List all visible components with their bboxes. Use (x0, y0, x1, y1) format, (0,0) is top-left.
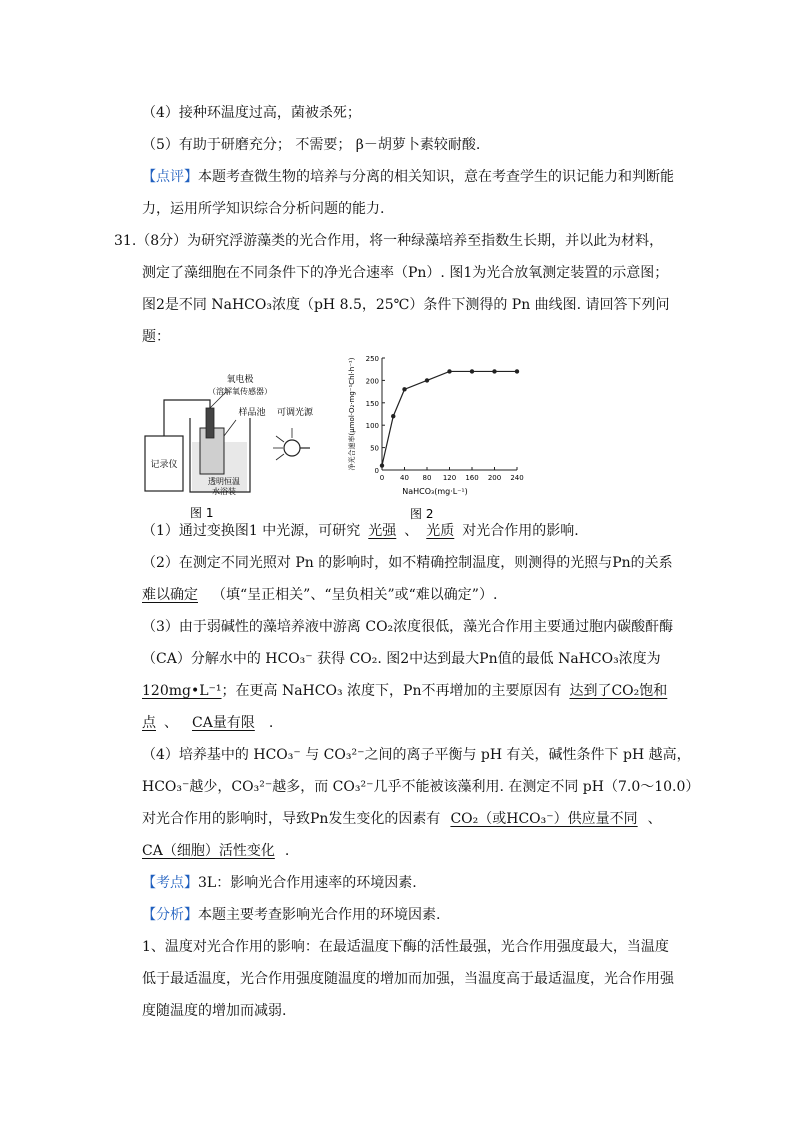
answer-5: （5）有助于研磨充分； 不需要； β－胡萝卜素较耐酸. (142, 137, 481, 153)
y-tick-label: 100 (365, 422, 379, 431)
data-point (425, 378, 429, 382)
answer-4: （4）接种环温度过高，菌被杀死； (142, 105, 361, 121)
bath-label-2: 水浴装 (212, 487, 236, 496)
q3-line-3: 120mg•L⁻¹；在更高 NaHCO₃ 浓度下，Pn不再增加的主要原因有 达到了CO₂饱和 (142, 683, 668, 699)
data-point (470, 369, 474, 373)
q1-answer-1: 光强 (368, 523, 397, 539)
x-tick-label: 80 (422, 474, 432, 482)
recorder-label: 记录仪 (150, 460, 178, 470)
q3-answer-2-cont: 点 (142, 715, 156, 731)
figure-1-caption: 图 1 (190, 506, 214, 520)
data-point (402, 387, 406, 391)
y-axis-label: 净光合速率(μmol·O₂·mg⁻¹Chl·h⁻¹) (348, 357, 356, 471)
q3-answer-3: CA量有限 (192, 715, 255, 731)
knowledge-point: 【考点】3L：影响光合作用速率的环境因素. (142, 875, 417, 891)
y-tick-label: 0 (374, 467, 379, 475)
question-31-line-3: 图2是不同 NaHCO₃浓度（pH 8.5，25℃）条件下测得的 Pn 曲线图. 请回答下列问 (142, 297, 670, 313)
review-text: 本题考查微生物的培养与分离的相关知识，意在考查学生的识记能力和判断能 (198, 169, 674, 185)
bath-label-1: 透明恒温 (208, 477, 240, 486)
sample-pool-label: 样品池 (238, 408, 266, 418)
pool-pointer (224, 420, 236, 436)
figure-2-chart (340, 348, 530, 528)
figure-2-caption: 图 2 (410, 507, 434, 521)
q4-line-3: 对光合作用的影响时，导致Pn发生变化的因素有 CO₂（或HCO₃⁻）供应量不同 、 (142, 811, 662, 827)
data-point (515, 369, 519, 373)
q4-line-4: CA（细胞）活性变化 . (142, 843, 290, 859)
x-tick-label: 0 (379, 474, 385, 482)
analysis-tag: 【分析】 (142, 907, 198, 923)
light-label: 可调光源 (276, 408, 314, 418)
y-tick-label: 50 (370, 444, 379, 453)
x-axis-label: NaHCO₃(mg·L⁻¹) (402, 487, 468, 496)
data-point (492, 369, 496, 373)
analysis-para-1: 1、温度对光合作用的影响：在最适温度下酶的活性最强，光合作用强度最大，当温度 (142, 939, 669, 955)
q3-line-1: （3）由于弱碱性的藻培养液中游离 CO₂浓度很低，藻光合作用主要通过胞内碳酸酐酶 (142, 619, 674, 635)
pn-series-line (382, 371, 517, 465)
x-tick-label: 240 (510, 474, 524, 482)
q2-line-2: 难以确定 （填“呈正相关”、“呈负相关”或“难以确定”）. (142, 587, 498, 603)
question-31-line-4: 题： (142, 329, 170, 345)
review-line-1 (142, 167, 674, 187)
oxygen-electrode (206, 408, 214, 438)
question-31-line-1: 31.（8分）为研究浮游藻类的光合作用，将一种绿藻培养至指数生长期，并以此为材料， (114, 233, 664, 249)
y-tick-label: 200 (365, 377, 379, 386)
q3-line-4: 点 、 CA量有限 . (142, 715, 274, 731)
q1: （1）通过变换图1 中光源，可研究 光强 、 光质 对光合作用的影响. (142, 523, 579, 539)
sensor-label: （溶解氧传感器） (208, 387, 272, 396)
data-point (447, 369, 451, 373)
q2-answer: 难以确定 (142, 587, 198, 603)
figure-1-apparatus (140, 370, 320, 525)
q4-answer-2: CA（细胞）活性变化 (142, 843, 275, 859)
q4-answer-1: CO₂（或HCO₃⁻）供应量不同 (450, 811, 638, 827)
q4-line-1: （4）培养基中的 HCO₃⁻ 与 CO₃²⁻之间的离子平衡与 pH 有关，碱性条件下 pH 越高， (142, 747, 691, 763)
y-tick-label: 250 (365, 355, 379, 363)
y-tick-label: 150 (365, 399, 379, 408)
review-line-2: 力，运用所学知识综合分析问题的能力. (142, 201, 385, 217)
light-bulb-icon (284, 440, 300, 456)
x-tick-label: 40 (400, 474, 409, 482)
q3-answer-1: 120mg•L⁻¹ (142, 683, 222, 699)
q3-answer-2: 达到了CO₂饱和 (569, 683, 668, 699)
question-31-line-2: 测定了藻细胞在不同条件下的净光合速率（Pn）. 图1为光合放氧测定装置的示意图； (142, 265, 669, 281)
q4-line-2: HCO₃⁻越少，CO₃²⁻越多，而 CO₃²⁻几乎不能被该藻利用. 在测定不同 pH（7.0～10.0） (142, 779, 700, 795)
data-point (380, 463, 384, 467)
x-tick-label: 160 (465, 474, 479, 482)
q2-line-1: （2）在测定不同光照对 Pn 的影响时，如不精确控制温度，则测得的光照与Pn的关系 (142, 555, 673, 571)
x-tick-label: 120 (442, 474, 457, 482)
analysis-para-3: 度随温度的增加而减弱. (142, 1003, 287, 1019)
knowledge-tag: 【考点】 (142, 875, 198, 891)
x-tick-label: 200 (487, 474, 502, 482)
analysis: 【分析】本题主要考查影响光合作用的环境因素. (142, 907, 441, 923)
q3-line-2: （CA）分解水中的 HCO₃⁻ 获得 CO₂. 图2中达到最大Pn值的最低 NaHCO₃浓度为 (142, 651, 661, 667)
data-point (391, 414, 395, 418)
q1-answer-2: 光质 (426, 523, 455, 539)
analysis-para-2: 低于最适温度，光合作用强度随温度的增加而加强，当温度高于最适温度，光合作用强 (142, 971, 674, 987)
electrode-label: 氧电极 (226, 375, 254, 385)
review-tag: 【点评】 (142, 169, 198, 185)
